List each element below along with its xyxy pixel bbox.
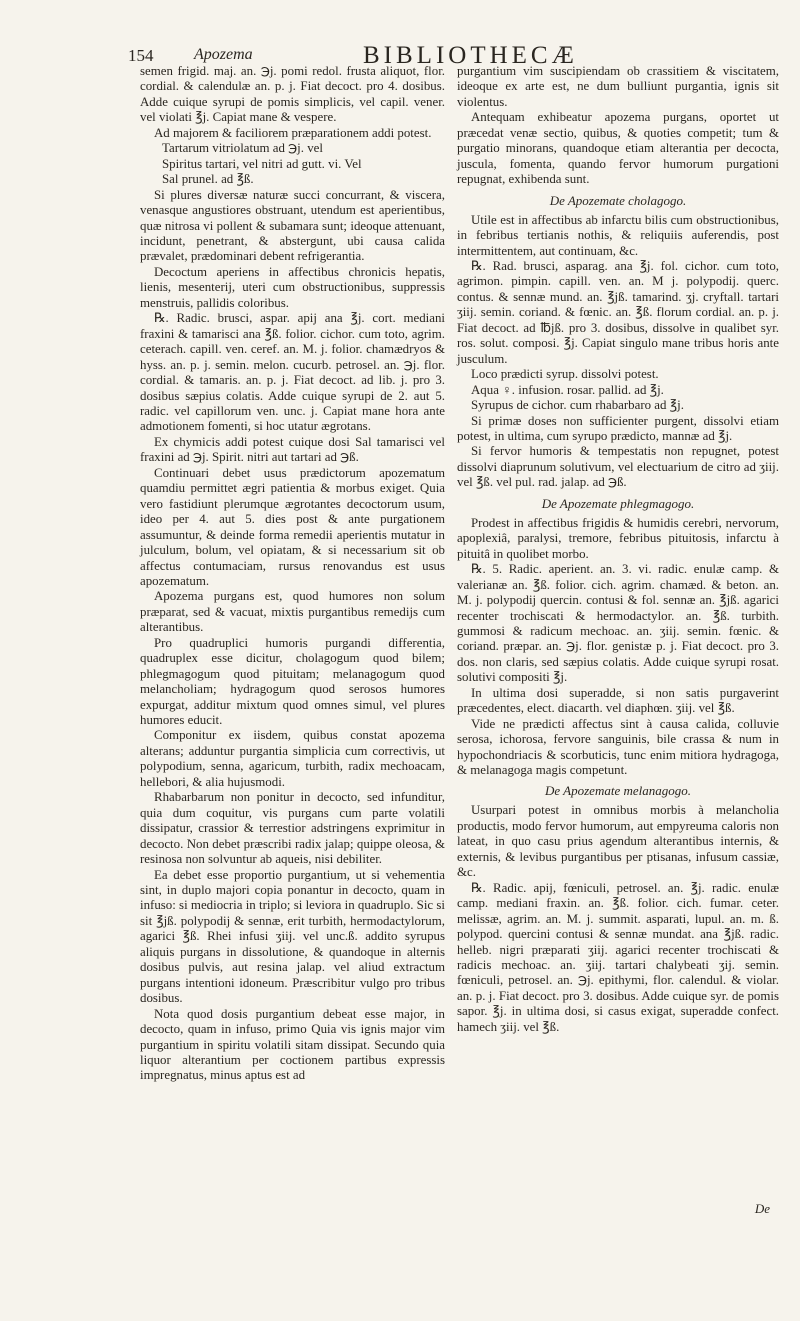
left-formula-line: Sal prunel. ad ℥ß. <box>162 172 254 187</box>
right-paragraph: ℞. Rad. brusci, asparag. ana ℥j. fol. cichor. cum toto, agrimon. pimpin. capill. ven. an. M j. polypodij. querc. contus. & sennæ mund. an. ℥jß. tamarind. ʒj. cryftall. tartari ʒiij. semin. coriand. & fœnic. an. ℥ß. florum cordial. an. p. j. Fiat decoct. ad ℔jß. pro 3. dosibus, dissolve in qualibet syr. ros. solut. composi. ℥j. Capiat singulo mane tribus horis ante jusculum. <box>457 258 779 366</box>
section-heading: De Apozemate cholagogo. <box>549 192 687 208</box>
right-paragraph: In ultima dosi superadde, si non satis purgaverint præcedentes, elect. diacarth. vel diaphœn. ʒiij. vel ℥ß. <box>457 685 779 716</box>
right-paragraph: purgantium vim suscipiendam ob crassitiem & viscitatem, ideoque ex arte est, ne dum bulliunt purgantia, ignis sit violentus. <box>457 64 779 109</box>
left-paragraph: semen frigid. maj. an. ℈j. pomi redol. frusta aliquot, flor. cordial. & calendulæ an. p. j. Fiat decoct. pro 4. dosibus. Adde cuique syrupi de pomis simplicis, vel capil. vener. vel violati ℥j. Capiat mane & vespere. <box>140 64 445 125</box>
right-paragraph: Aqua ♀. infusion. rosar. pallid. ad ℥j. <box>471 382 664 397</box>
right-paragraph: ℞. 5. Radic. aperient. an. 3. vi. radic. enulæ camp. & valerianæ an. ℥ß. folior. cich. agrim. chamæd. & beton. an. M. j. polypodij quercin. contusi & fol. sennæ an. ℥jß. agarici recenter trochiscati & hermodactylor. an. ℥ß. turbith. gummosi & radicum mechoac. an. ʒiij. semin. fœnic. & coriand. præpar. an. ℈j. flor. genistæ p. j. Fiat decoct. pro 3. dos. non claris, sed sæpius colatis. Adde cuique syrupi rosat. solutivi compositi ℥j. <box>457 562 779 685</box>
right-paragraph: Antequam exhibeatur apozema purgans, oportet ut præcedat venæ sectio, quibus, & quoties competit; tum & purgatio minorans, quandoque etiam alterantia per decocta, jusculа, fomenta, quando fervor humorum purgationi repugnat, exhibenda sunt. <box>457 110 779 187</box>
right-paragraph: Syrupus de cichor. cum rhabarbaro ad ℥j. <box>471 398 684 413</box>
page-number: 154 <box>128 46 154 65</box>
right-paragraph: Loco prædicti syrup. dissolvi potest. <box>471 367 659 382</box>
right-paragraph: Si fervor humoris & tempestatis non repugnet, potest dissolvi diaprunum solutivum, vel electuarium de citro ad ʒiij. vel ℥ß. vel pul. rad. jalap. ad ℈ß. <box>457 444 779 490</box>
left-paragraph: Pro quadruplici humoris purgandi differentia, quadruplex esse dicitur, cholagogum quod bilem; phlegmagogum quod pituitam; melanagogum quod melancholiam; hydragogum quod serosos humores expurgat, additur mixtum quod omnes simul, vel plures humores educit. <box>140 635 445 728</box>
right-paragraph: ℞. Radic. apij, fœniculi, petrosel. an. ℥j. radic. enulæ camp. mediani fraxin. an. ℥ß. folior. cich. fumar. ceter. melissæ, agrim. an. M. j. summit. asparati, lupul. an. m. ß. polypod. quercini contusi & sennæ mundat. ana ℥jß. radic. helleb. nigri præparati ʒiij. agarici recenter trochiscati & radicis mechoac. an. ʒiij. tartari chalybeati ʒij. semin. fœniculi, petrosel. an. ℈j. epithymi, flor. calendul. & violar. an. p. j. Fiat decoct. pro 3. dosibus. Adde cuique syr. de pomis sapor. ℥j. in ultima dosi, si casus exigat, superadde confect. hamech ʒiij. vel ℥ß. <box>457 880 779 1034</box>
right-paragraph: Usurpari potest in omnibus morbis à melancholia productis, modo fervor humorum, aut empyreuma caloris non lateat, in quo casu prius agendum alterantibus internis, & externis, & levibus purgantibus per ptisanas, infusum cassiæ, &c. <box>457 803 779 880</box>
left-formula-line: Tartarum vitriolatum ad ℈j. vel <box>162 141 323 156</box>
section-heading: De Apozemate melanagogo. <box>545 783 691 799</box>
left-paragraph: Nota quod dosis purgantium debeat esse major, in decocto, quam in infuso, primo Quia vis ignis major vim purgantium in spiritu volatili sitam dissipat. Secundo quia liquor alterantium per coctionem partibus expressis impregnatus, minus aptus est ad <box>140 1006 445 1083</box>
left-paragraph: Ex chymicis addi potest cuique dosi Sal tamarisci vel fraxini ad ℈j. Spirit. nitri aut tartari ad ℈ß. <box>140 434 445 465</box>
catchword: De <box>754 1201 770 1216</box>
left-paragraph: Decoctum aperiens in affectibus chronicis hepatis, lienis, mesenterij, uteri cum obstructionibus, suppressis menstruis, pallidis coloribus. <box>140 264 445 310</box>
left-paragraph: Rhabarbarum non ponitur in decocto, sed infunditur, quia dum coquitur, vis purgans cum parte volatili dissipatur, crassior & terrestior adstringens exprimitur in decocto. Non debet præscribi radix jalap; quippe oleosa, & resinosa non solvuntur ab aqueis, nisi debiliter. <box>140 790 445 867</box>
right-paragraph: Si primæ doses non sufficienter purgent, dissolvi etiam potest, in ultima, cum syrupo prædicto, mannæ ad ℥j. <box>457 413 779 443</box>
left-column <box>140 64 445 1084</box>
page-title: BIBLIOTHECÆ <box>363 42 578 69</box>
left-paragraph: Ad majorem & faciliorem præparationem addi potest. <box>154 125 432 140</box>
left-formula-line: Spiritus tartari, vel nitri ad gutt. vi. Vel <box>162 156 362 171</box>
left-paragraph: Ea debet esse proportio purgantium, ut si vehementia sint, in duplo majori copia ponantur in decocto, quam in infuso: si mediocria in triplo; si leviora in quadruplo. Sic si sit ℥jß. polypodij & sennæ, erit turbith, hermodactylorum, agarici ℥ß. Rhei infusi ʒiij. vel unc.ß. addito syrupus aliquis purgans in dissolutione, & quandoque in alternis dosibus pulvis, aut resina jalap. vel aliud extractum purgans intentioni idoneum. Præscribitur vulgo pro tribus dosibus. <box>140 867 445 1006</box>
section-heading: De Apozemate phlegmagogo. <box>541 495 695 511</box>
left-paragraph: Componitur ex iisdem, quibus constat apozema alterans; adduntur purgantia simplicia cum correctivis, ut polypodium, senna, agaricum, turbith, radix mechoacam, hellebori, & alia hujusmodi. <box>140 728 445 789</box>
left-paragraph: Continuari debet usus prædictorum apozematum quamdiu permittet ægri patientia & morbus exiget. Quia vero fastidiunt plerumque ægrotantes decoctorum usum, ideo per 4. aut 5. dies post & ante purgationem assumuntur, & deinde forma remedii aperientis mutatur in julculum, bolum, vel opiatam, & si necessarium sit ob affectus contumaciam, rursus renovandus est usus apozematum. <box>140 465 445 588</box>
right-column <box>457 64 779 1035</box>
right-paragraph: Prodest in affectibus frigidis & humidis cerebri, nervorum, apoplexiâ, paralysi, tremore, febribus pituitosis, infarctu à pituitâ in quolibet morbo. <box>457 515 779 561</box>
running-head: Apozema <box>194 46 253 63</box>
right-paragraph: Vide ne prædicti affectus sint à causa calida, colluvie serosa, ichorosa, fervore sanguinis, bile crassa & num in hypochondriacis & scorbuticis, tunc enim mitiora hydragoga, & melanagoga magis competunt. <box>457 716 779 778</box>
right-paragraph: Utile est in affectibus ab infarctu bilis cum obstructionibus, in febribus tertianis nothis, & reliquiis auferendis, post intermittentem, aut continuam, &c. <box>457 212 779 258</box>
left-paragraph: Si plures diversæ naturæ succi concurrant, & viscera, venasque angustiores obstruant, utendum est aperientibus, quæ nitrosa vi pollent & subamara sunt; ideoque attenuant, incidunt, penetrant, & abstergunt, ubi causa calida prævalet, prædominari debent refrigerantia. <box>140 187 445 264</box>
left-recipe: ℞. Radic. brusci, aspar. apij ana ℥j. cort. mediani fraxini & tamarisci ana ℥ß. folior. cichor. cum toto, agrim. ceterach. capill. ven. ceref. an. M. j. folior. chamædryos & hyss. an. p. j. semin. melon. cucurb. petrosel. an. ℈j. flor. cordial. & tamaris. an. p. j. Fiat decoct. ad lib. j. pro 3. dosibus sæpius colatis. Adde cuique syrupi de 2. aut 5. radic. vel capillorum ven. unc. j. Capiat mane hora ante admotionem fomenti, si hoc utatur ægrotans. <box>140 311 445 434</box>
left-paragraph: Apozema purgans est, quod humores non solum præparat, sed & vacuat, mixtis purgantibus remedijs cum alterantibus. <box>140 589 445 635</box>
